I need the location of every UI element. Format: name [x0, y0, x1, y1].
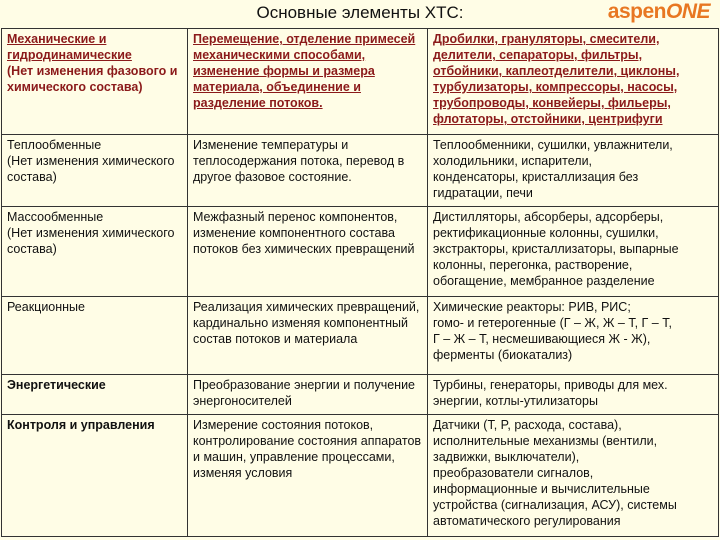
- element-examples-cell: Турбины, генераторы, приводы для мех. энергии, котлы-утилизаторы: [428, 375, 719, 415]
- element-type-cell: Контроля и управления: [2, 415, 188, 537]
- table-row: [2, 297, 719, 375]
- element-examples-cell: Теплообменники, сушилки, увлажнители, холодильники, испарители, конденсаторы, кристаллизация без гидратации, печи: [428, 135, 719, 207]
- element-description-cell: Перемещение, отделение примесей механическими способами, изменение формы и размера материала, объединение и разделение потоков.: [188, 29, 428, 135]
- element-examples-cell: Дистилляторы, абсорберы, адсорберы, ректификационные колонны, сушилки, экстракторы, кристаллизаторы, выпарные колонны, перегонка, растворение, обогащение, мембранное разделение: [428, 207, 719, 297]
- aspenone-logo: aspenONE: [607, 0, 710, 23]
- element-type-cell: Теплообменные (Нет изменения химического состава): [2, 135, 188, 207]
- element-examples-cell: Химические реакторы: РИВ, РИС; гомо- и гетерогенные (Г – Ж, Ж – Т, Г – Т, Г – Ж – Т, несмешивающиеся Ж - Ж), ферменты (биокатализ): [428, 297, 719, 375]
- element-examples-cell: Дробилки, грануляторы, смесители, делители, сепараторы, фильтры, отбойники, каплеотделители, циклоны, турбулизаторы, компрессоры, насосы, трубопроводы, конвейеры, фильеры, флотаторы, отстойники, центрифуги: [428, 29, 719, 135]
- element-type-cell: Реакционные: [2, 297, 188, 375]
- page-title: Основные элементы ХТС:: [256, 3, 464, 22]
- element-type-cell: Массообменные (Нет изменения химического состава): [2, 207, 188, 297]
- element-type-cell: Энергетические: [2, 375, 188, 415]
- element-description-cell: Измерение состояния потоков, контролирование состояния аппаратов и машин, управление процессами, изменяя условия: [188, 415, 428, 537]
- table-row: [2, 375, 719, 415]
- element-type-cell: Механические и гидродинамические (Нет изменения фазового и химического состава): [2, 29, 188, 135]
- element-description-cell: Реализация химических превращений, кардинально изменяя компонентный состав потоков и материала: [188, 297, 428, 375]
- table-row: [2, 207, 719, 297]
- table-row: [2, 415, 719, 537]
- element-examples-cell: Датчики (T, P, расхода, состава), исполнительные механизмы (вентили, задвижки, выключатели), преобразователи сигналов, информационные и вычислительные устройства (сигнализация, АСУ), системы автоматического регулирования: [428, 415, 719, 537]
- element-description-cell: Межфазный перенос компонентов, изменение компонентного состава потоков без химических превращений: [188, 207, 428, 297]
- element-description-cell: Преобразование энергии и получение энергоносителей: [188, 375, 428, 415]
- table-row: [2, 29, 719, 135]
- table-row: [2, 135, 719, 207]
- elements-table: [1, 28, 719, 537]
- element-description-cell: Изменение температуры и теплосодержания потока, перевод в другое фазовое состояние.: [188, 135, 428, 207]
